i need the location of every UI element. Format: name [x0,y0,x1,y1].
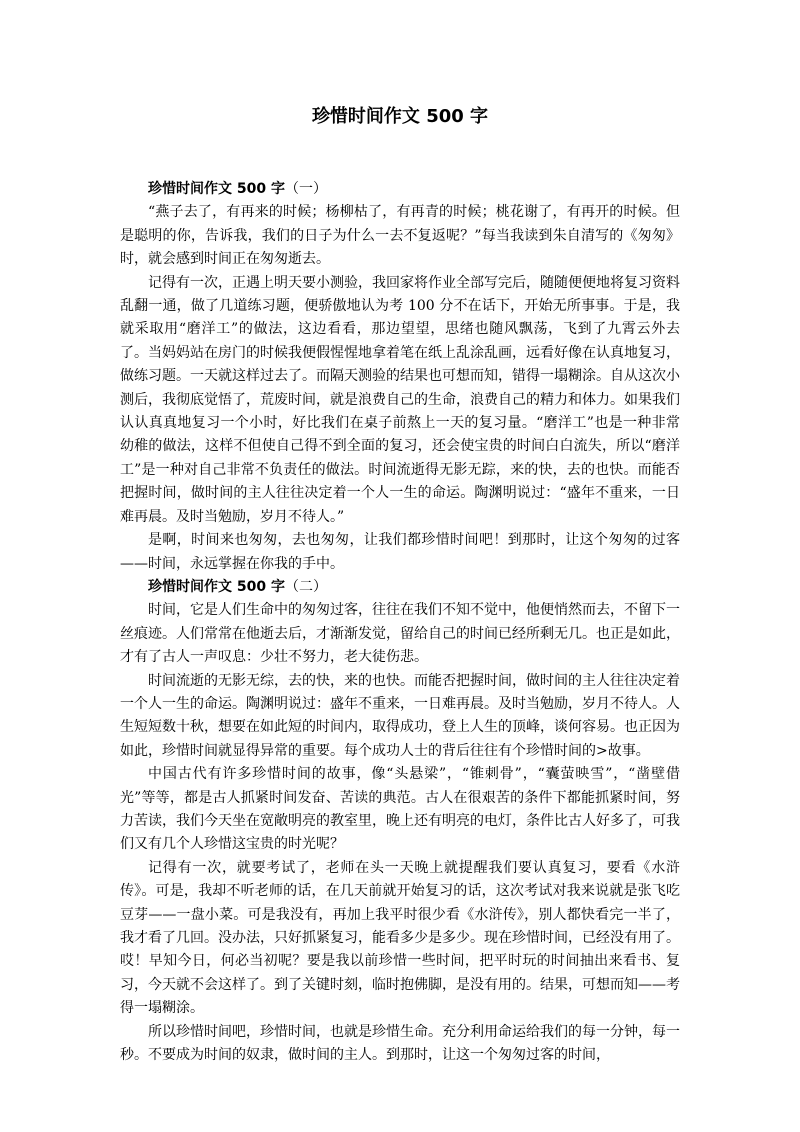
section-heading [120,576,680,599]
section-heading-title: 珍惜时间作文 500 字 [148,578,285,595]
paragraph: 时间流逝的无影无综，去的快，来的也快。而能否把握时间，做时间的主人往往决定着一个人一生的命运。陶渊明说过：盛年不重来，一日难再晨。及时当勉励，岁月不待人。人生短短数十秋，想要在如此短的时间内，取得成功，登上人生的顶峰，谈何容易。也正因为如此，珍惜时间就显得异常的重要。每个成功人士的背后往往有个珍惜时间的>故事。 [120,672,680,759]
paragraph: 时间，它是人们生命中的匆匆过客，往往在我们不知不觉中，他便悄然而去，不留下一丝痕迹。人们常常在他逝去后，才渐渐发觉，留给自己的时间已经所剩无几。也正是如此，才有了古人一声叹息：少壮不努力，老大徒伤悲。 [120,602,680,666]
document-title: 珍惜时间作文 500 字 [311,106,489,127]
paragraph: 中国古代有许多珍惜时间的故事，像“头悬梁”，“锥刺骨”，“囊萤映雪”，“凿壁借光”等等，都是古人抓紧时间发奋、苦读的典范。古人在很艰苦的条件下都能抓紧时间，努力苦读，我们今天坐在宽敞明亮的教室里，晚上还有明亮的电灯，条件比古人好多了，可我们又有几个人珍惜这宝贵的时光呢？ [120,766,680,853]
essay-section-2 [120,576,680,1068]
essay-section-1 [120,178,680,576]
section-heading [120,178,680,201]
paragraph: 所以珍惜时间吧，珍惜时间，也就是珍惜生命。充分利用命运给我们的每一分钟，每一秒。不要成为时间的奴隶，做时间的主人。到那时，让这一个匆匆过客的时间， [120,1023,680,1064]
section-heading-number: （一） [284,181,327,197]
document-body [120,178,680,1067]
paragraph: “燕子去了，有再来的时候；杨柳枯了，有再青的时候；桃花谢了，有再开的时候。但是聪明的你，告诉我，我们的日子为什么一去不复返呢？”每当我读到朱自清写的《匆匆》时，就会感到时间正在匆匆逝去。 [120,204,680,268]
section-heading-number: （二） [284,578,327,595]
paragraph: 记得有一次，就要考试了，老师在头一天晚上就提醒我们要认真复习，要看《水浒传》。可是，我却不听老师的话，在几天前就开始复习的话，这次考试对我来说就是张飞吃豆芽——一盘小菜。可是我没有，再加上我平时很少看《水浒传》，别人都快看完一半了，我才看了几回。没办法，只好抓紧复习，能看多少是多少。现在珍惜时间，已经没有用了。哎！早知今日，何必当初呢？要是我以前珍惜一些时间，把平时玩的时间抽出来看书、复习，今天就不会这样了。到了关键时刻，临时抱佛脚，是没有用的。结果，可想而知——考得一塌糊涂。 [120,859,680,1017]
paragraph: 记得有一次，正遇上明天要小测验，我回家将作业全部写完后，随随便便地将复习资料乱翻一通，做了几道练习题，便骄傲地认为考 100 分不在话下，开始无所事事。于是，我就采取用“磨洋工”的做法，这边看看，那边望望，思绪也随风飘荡，飞到了九霄云外去了。当妈妈站在房门的时候我便假惺惺地拿着笔在纸上乱涂乱画，远看好像在认真地复习，做练习题。一天就这样过去了。而隔天测验的结果也可想而知，错得一塌糊涂。自从这次小测后，我彻底觉悟了，荒废时间，就是浪费自己的生命，浪费自己的精力和体力。如果我们认认真真地复习一个小时，好比我们在桌子前熬上一天的复习量。“磨洋工”也是一种非常幼稚的做法，这样不但使自己得不到全面的复习，还会使宝贵的时间白白流失，所以“磨洋工”是一种对自己非常不负责任的做法。时间流逝得无影无踪，来的快，去的也快。而能否把握时间，做时间的主人往往决定着一个人一生的命运。陶渊明说过：“盛年不重来，一日难再晨。及时当勉励，岁月不待人。” [120,274,680,525]
section-heading-title: 珍惜时间作文 500 字 [148,181,285,197]
paragraph: 是啊，时间来也匆匆，去也匆匆，让我们都珍惜时间吧！到那时，让这个匆匆的过客——时间，永远掌握在你我的手中。 [120,532,680,572]
